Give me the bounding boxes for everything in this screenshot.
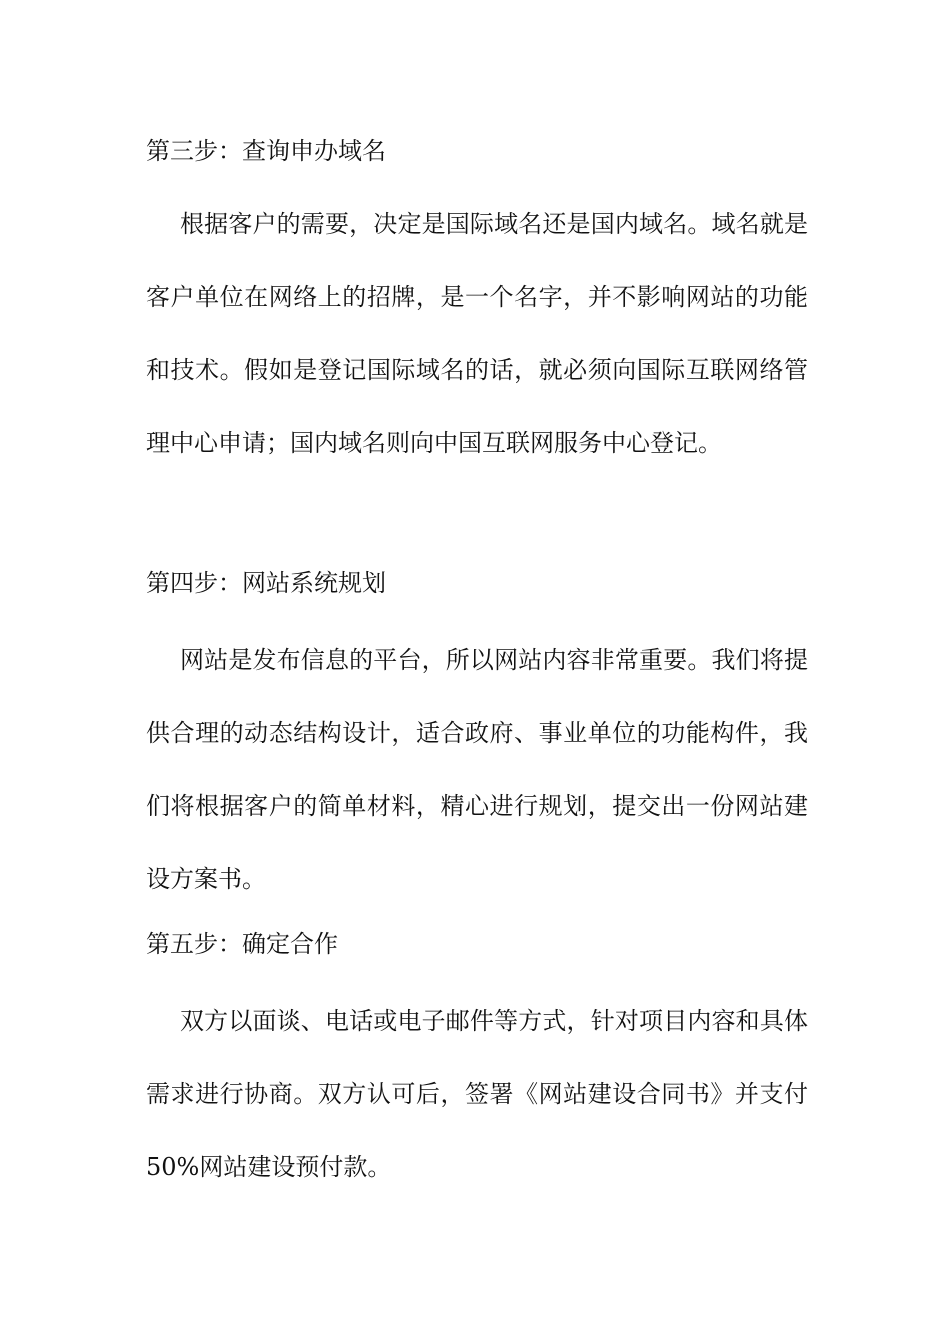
section-heading-step-5: 第五步：确定合作 — [146, 930, 338, 958]
section-body-step-5: 双方以面谈、电话或电子邮件等方式，针对项目内容和具体需求进行协商。双方认可后，签署《网站建设合同书》并支付50%网站建设预付款。 — [146, 1007, 808, 1181]
section-heading-step-4: 第四步：网站系统规划 — [146, 569, 386, 597]
section-body-step-3: 根据客户的需要，决定是国际域名还是国内域名。域名就是客户单位在网络上的招牌，是一个名字，并不影响网站的功能和技术。假如是登记国际域名的话，就必须向国际互联网络管理中心申请；国内域名则向中国互联网服务中心登记。 — [146, 210, 808, 457]
section-body-step-4: 网站是发布信息的平台，所以网站内容非常重要。我们将提供合理的动态结构设计，适合政府、事业单位的功能构件，我们将根据客户的简单材料，精心进行规划，提交出一份网站建设方案书。 — [146, 646, 808, 893]
section-heading-step-3: 第三步：查询申办域名 — [146, 137, 386, 165]
